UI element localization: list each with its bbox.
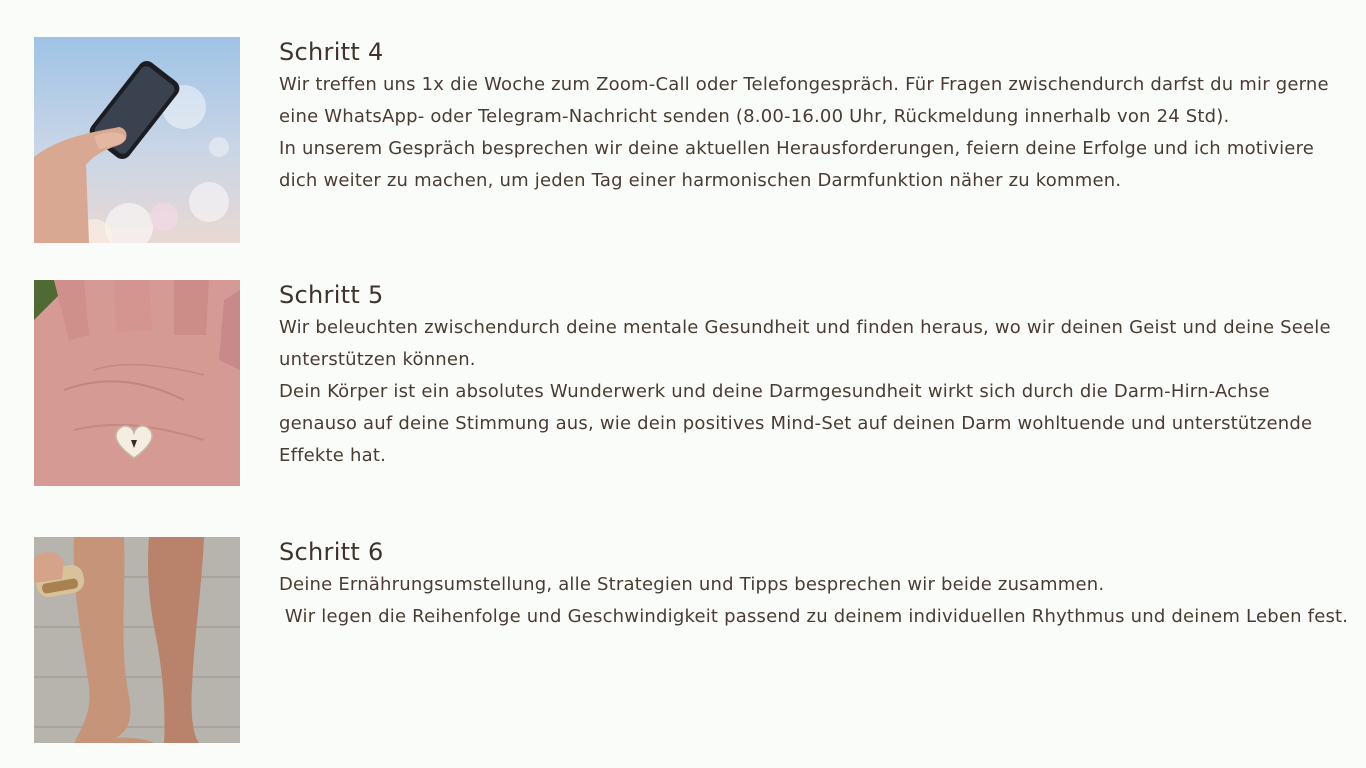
step-6-title: Schritt 6 xyxy=(279,538,384,566)
step-6-paragraph-2: Wir legen die Reihenfolge und Geschwindigkeit passend zu deinem individuellen Rhythmus und deinem Leben fest. xyxy=(279,606,1349,627)
step-5-paragraph-2: Dein Körper ist ein absolutes Wunderwerk und deine Darmgesundheit wirkt sich durch die Darm-Hirn-Achse genauso auf deine Stimmung aus, wie dein positives Mind-Set auf deinen Darm wohltuende und unterstützende Effekte hat. xyxy=(279,381,1319,466)
dry-brushing-legs-photo-icon xyxy=(34,537,240,743)
step-4-paragraph-2: In unserem Gespräch besprechen wir deine aktuellen Herausforderungen, feiern deine Erfolge und ich motiviere dich weiter zu machen, um jeden Tag einer harmonischen Darmfunktion näher zu kommen. xyxy=(279,138,1320,191)
step-5-body xyxy=(279,312,1349,472)
step-4-paragraph-1: Wir treffen uns 1x die Woche zum Zoom-Call oder Telefongespräch. Für Fragen zwischendurch darfst du mir gerne eine WhatsApp- oder Telegram-Nachricht senden (8.00-16.00 Uhr, Rückmeldung innerhalb von 24 Std). xyxy=(279,74,1335,127)
step-5-text xyxy=(279,280,1349,472)
smartphone-photo-icon xyxy=(34,37,240,243)
hand-with-heart-photo-icon xyxy=(34,280,240,486)
step-5-paragraph-1: Wir beleuchten zwischendurch deine mentale Gesundheit und finden heraus, wo wir deinen Geist und deine Seele unterstützen können. xyxy=(279,317,1337,370)
step-6-text xyxy=(279,537,1349,633)
step-6-body xyxy=(279,569,1349,633)
step-4-body xyxy=(279,69,1349,197)
step-5-title: Schritt 5 xyxy=(279,281,384,309)
step-6-paragraph-1: Deine Ernährungsumstellung, alle Strategien und Tipps besprechen wir beide zusammen. xyxy=(279,574,1105,595)
step-4-title: Schritt 4 xyxy=(279,38,384,66)
step-4-text xyxy=(279,37,1349,197)
